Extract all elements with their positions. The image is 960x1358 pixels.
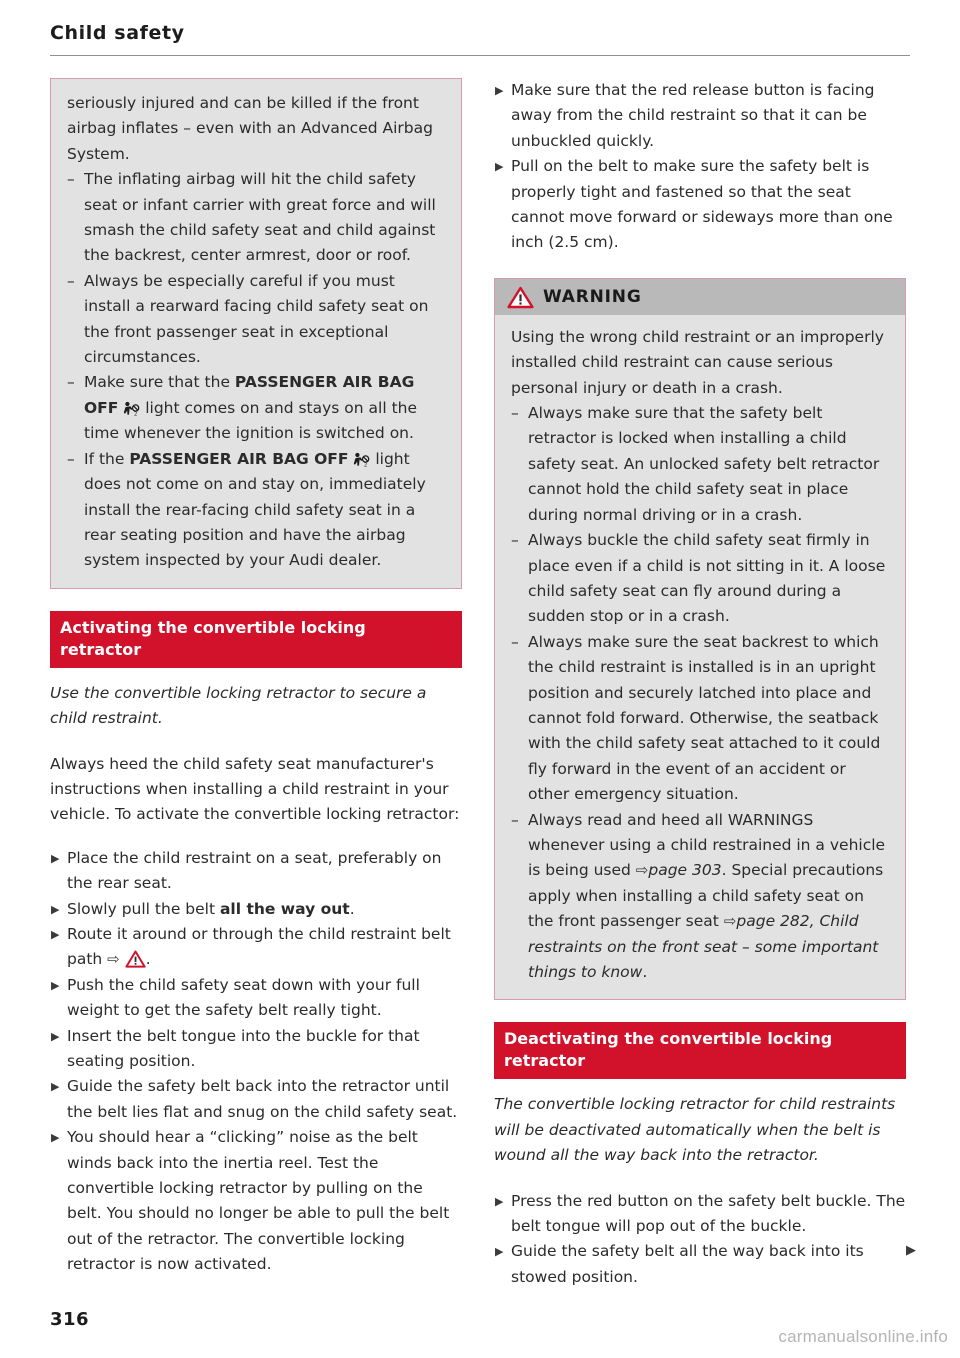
list-item bbox=[511, 630, 889, 808]
list-item-text-post: light does not come on and stay on, immediately install the rear-facing child safety seat in a rear seating position and have the airbag system inspected by your Audi dealer. bbox=[84, 449, 426, 570]
left-column bbox=[50, 78, 462, 1278]
warning-box-continued bbox=[50, 78, 462, 589]
list-item bbox=[50, 1125, 462, 1277]
bullet-triangle-icon: ▶ bbox=[51, 902, 60, 916]
list-item-text: Place the child restraint on a seat, preferably on the rear seat. bbox=[67, 848, 442, 893]
list-item bbox=[494, 1189, 906, 1240]
bullet-triangle-icon: ▶ bbox=[495, 1245, 504, 1259]
page-title: Child safety bbox=[50, 22, 185, 44]
list-item bbox=[67, 370, 445, 446]
list-item bbox=[50, 897, 462, 922]
dash-marker: – bbox=[67, 271, 75, 290]
list-item bbox=[494, 1239, 906, 1290]
list-item-text: Guide the safety belt back into the retractor until the belt lies flat and snug on the child safety seat. bbox=[67, 1077, 458, 1121]
dash-marker: – bbox=[511, 531, 519, 550]
warning-box-header bbox=[495, 279, 905, 315]
list-item-text: Insert the belt tongue into the buckle for that seating position. bbox=[67, 1026, 420, 1070]
list-item bbox=[50, 973, 462, 1024]
list-item-text: Always be especially careful if you must install a rearward facing child safety seat on the front passenger seat in exceptional circumstances. bbox=[84, 271, 429, 367]
dash-marker: – bbox=[511, 404, 519, 423]
activating-steps-list bbox=[50, 846, 462, 1278]
page-reference-link[interactable]: page 303 bbox=[648, 861, 722, 880]
warning-continued-list bbox=[67, 91, 445, 574]
list-item bbox=[511, 401, 889, 528]
list-item bbox=[511, 808, 889, 986]
list-item-text: Always make sure the seat backrest to which the child restraint is installed is in an upright position and securely latched into place and cannot fold forward. Otherwise, the seatback with the child safety seat attached to it could fly forward in the event of an accident or other emergency situation. bbox=[528, 632, 881, 804]
section-intro-italic: The convertible locking retractor for child restraints will be deactivated automatically when the belt is wound all the way back into the retractor. bbox=[494, 1095, 896, 1165]
list-item-text-pre: Always read and heed all WARNINGS whenever using a child restrained in a vehicle is being used bbox=[528, 810, 886, 880]
list-item-text: You should hear a “clicking” noise as the belt winds back into the inertia reel. Test the convertible locking retractor by pulling on the belt. You should no longer be able to pull the belt out of the retractor. The convertible locking retractor is now activated. bbox=[67, 1128, 450, 1274]
dash-marker: – bbox=[67, 449, 75, 468]
list-item-text-post: . bbox=[642, 963, 648, 981]
top-steps-list bbox=[494, 78, 906, 256]
section-intro-italic: Use the convertible locking retractor to secure a child restraint. bbox=[50, 683, 427, 728]
watermark: carmanualsonline.info bbox=[778, 1327, 948, 1346]
list-item-text-post: light comes on and stays on all the time whenever the ignition is switched on. bbox=[84, 398, 418, 443]
list-item-text-pre: Slowly pull the belt bbox=[67, 899, 220, 918]
list-item-text: Make sure that the red release button is facing away from the child restraint so that it can be unbuckled quickly. bbox=[511, 81, 875, 150]
svg-text:2: 2 bbox=[364, 462, 368, 467]
list-item bbox=[494, 154, 906, 256]
list-item-text-post: . bbox=[145, 950, 151, 969]
bullet-triangle-icon: ▶ bbox=[495, 1194, 504, 1208]
right-column bbox=[494, 78, 906, 1290]
reference-arrow-icon[interactable]: ⇨ bbox=[107, 950, 120, 969]
warning-box-body bbox=[495, 315, 905, 1000]
header-divider bbox=[50, 55, 910, 56]
svg-text:2: 2 bbox=[134, 411, 138, 416]
dash-marker: – bbox=[511, 632, 519, 651]
bullet-triangle-icon: ▶ bbox=[51, 978, 60, 992]
warning-items-list bbox=[511, 401, 889, 985]
dash-marker: – bbox=[67, 373, 75, 392]
section-heading-deactivating: Deactivating the convertible locking retractor bbox=[494, 1022, 906, 1079]
continuation-arrow-icon: ▶ bbox=[906, 1243, 916, 1258]
list-item-text: Push the child safety seat down with your full weight to get the safety belt really tight. bbox=[67, 975, 420, 1020]
list-item-text: Press the red button on the safety belt buckle. The belt tongue will pop out of the buckle. bbox=[511, 1191, 906, 1236]
list-item-text: Always make sure that the safety belt retractor is locked when installing a child safety seat. An unlocked safety belt retractor cannot hold the child safety seat in place during normal driving or in a crash. bbox=[528, 404, 880, 524]
list-item bbox=[50, 1074, 462, 1125]
list-item bbox=[67, 269, 445, 371]
passenger-airbag-off-icon bbox=[123, 399, 140, 414]
emphasis-text: all the way out bbox=[219, 899, 350, 918]
dash-marker: – bbox=[67, 170, 75, 189]
list-item bbox=[67, 447, 445, 574]
bullet-triangle-icon: ▶ bbox=[51, 851, 60, 865]
bullet-triangle-icon: ▶ bbox=[51, 1131, 60, 1145]
bullet-triangle-icon: ▶ bbox=[495, 160, 504, 174]
list-item-text-pre: If the bbox=[84, 449, 130, 468]
deactivating-steps-list bbox=[494, 1189, 906, 1291]
list-item bbox=[50, 922, 462, 973]
list-item bbox=[50, 1024, 462, 1075]
list-item-text-pre: Make sure that the bbox=[84, 373, 235, 392]
passenger-airbag-off-label: PASSENGER AIR BAG OFF bbox=[129, 449, 349, 468]
passenger-airbag-off-label: PASSENGER AIR BAG OFF bbox=[84, 373, 415, 417]
section-paragraph: Always heed the child safety seat manufacturer's instructions when installing a child restraint in your vehicle. To activate the convertible locking retractor: bbox=[50, 754, 460, 824]
page-reference-link[interactable]: page 282, Child restraints on the front seat – some important things to know bbox=[528, 912, 879, 981]
reference-arrow-icon[interactable]: ⇨ bbox=[635, 861, 649, 880]
list-item bbox=[67, 167, 445, 269]
list-item bbox=[50, 846, 462, 897]
bullet-triangle-icon: ▶ bbox=[51, 927, 60, 941]
passenger-airbag-off-icon bbox=[353, 450, 370, 465]
list-item-text: Guide the safety belt all the way back into its stowed position. bbox=[511, 1242, 864, 1286]
section-heading-activating: Activating the convertible locking retractor bbox=[50, 611, 462, 668]
list-item-text: Pull on the belt to make sure the safety belt is properly tight and fastened so that the seat cannot move forward or sideways more than one inch (2.5 cm). bbox=[511, 157, 893, 252]
warning-triangle-icon bbox=[125, 950, 146, 968]
warning-box-continued-body bbox=[51, 79, 461, 588]
list-item-text-post: . bbox=[349, 899, 355, 918]
warning-triangle-icon bbox=[507, 286, 534, 309]
bullet-triangle-icon: ▶ bbox=[495, 84, 504, 97]
bullet-triangle-icon: ▶ bbox=[51, 1080, 60, 1094]
list-item bbox=[67, 91, 445, 167]
page-number: 316 bbox=[50, 1309, 90, 1330]
list-item-text: seriously injured and can be killed if the front airbag inflates – even with an Advanced Airbag System. bbox=[67, 94, 433, 163]
list-item-text: The inflating airbag will hit the child safety seat or infant carrier with great force and will smash the child safety seat and child against the backrest, center armrest, door or roof. bbox=[84, 170, 436, 265]
bullet-triangle-icon: ▶ bbox=[51, 1029, 60, 1043]
list-item-text-mid: . Special precautions apply when installing a child safety seat on the front passenger seat bbox=[528, 861, 884, 931]
list-item bbox=[494, 78, 906, 154]
list-item-text: Always buckle the child safety seat firmly in place even if a child is not sitting in it. A loose child safety seat can fly around during a sudden stop or in a crash. bbox=[528, 531, 886, 626]
list-item bbox=[511, 528, 889, 630]
reference-arrow-icon[interactable]: ⇨ bbox=[723, 912, 737, 931]
warning-lead-text: Using the wrong child restraint or an improperly installed child restraint can cause serious personal injury or death in a crash. bbox=[511, 327, 884, 397]
page-header bbox=[50, 22, 910, 56]
warning-label: WARNING bbox=[543, 287, 642, 308]
list-item-text-pre: Route it around or through the child restraint belt path bbox=[67, 924, 451, 969]
dash-marker: – bbox=[511, 810, 519, 829]
warning-box bbox=[494, 278, 906, 1001]
